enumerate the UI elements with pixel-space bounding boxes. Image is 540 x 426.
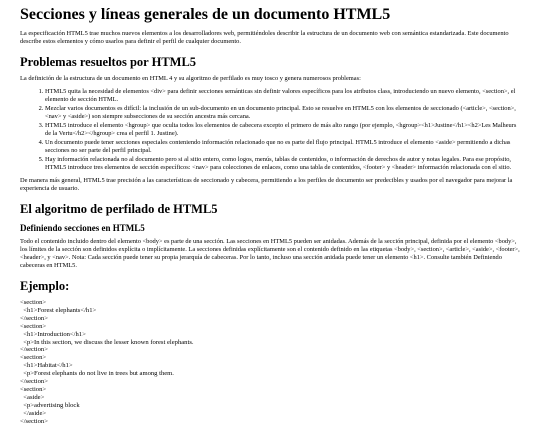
problems-lead-paragraph: La definición de la estructura de un documento en HTML 4 y su algoritmo de perfilado es muy tosco y genera numerosos problemas: (20, 75, 361, 82)
defining-sections-paragraph: Todo el contenido incluido dentro del elemento <body> es parte de una sección. Las secciones en HTML5 pueden ser anidadas. Además de la sección principal, definida por el elemento <body>, los límites de la sección son definidos explícita o implícitamente. La secciones definidas explícitamente son el contenido definido en las etiquetas <body>, <section>, <article>, <aside>, <footer>, <header>, y <nav>. Nota: Cada sección puede tener su propia jerarquía de cabeceras. Por lo tanto, incluso una sección anidada puede tener un elemento <h1>. Consulte también Definiendo cabeceras en HTML5. (20, 238, 520, 269)
subsection-heading-defining-sections: Definiendo secciones en HTML5 (20, 223, 145, 233)
section-heading-problems: Problemas resueltos por HTML5 (20, 55, 197, 69)
list-item: 3. HTML5 introduce el elemento <hgroup> que oculta todos los elementos de cabecera excepto el primero de más alto rango (por ejemplo, <hgroup><h1>Justine</h1><h2>Les Malheurs de la Vertu</h2></hgroup> crea el perfil 1. Justine). (45, 122, 520, 138)
section-heading-example: Ejemplo: (20, 279, 70, 293)
intro-paragraph: La especificación HTML5 trae muchos nuevos elementos a los desarrolladores web, permitiéndoles describir la estructura de un documento web con semántica estandarizada. Este documento describe estos elementos y cómo usarlos para definir el perfil de cualquier documento. (20, 30, 509, 45)
list-item: 2. Mezclar varios documentos es difícil: la inclusión de un sub-documento en un documento principal. Esto se resuelve en HTML5 con los elementos de seccionado (<article>, <section>, <nav> y <aside>) son siempre subsecciones de su sección ancestra más cercana. (45, 105, 520, 121)
list-item: 1. HTML5 quita la necesidad de elementos <div> para definir secciones semánticas sin definir valores específicos para los atributos class, introduciendo un nuevo elemento, <section>, el elemento de sección HTML. (45, 88, 520, 104)
problems-list (20, 88, 520, 172)
page-title: Secciones y líneas generales de un documento HTML5 (20, 6, 391, 23)
list-item: 4. Un documento puede tener secciones especiales conteniendo información relacionado que no es parte del flujo principal. HTML5 introduce el elemento <aside> permitiendo a dichas secciones no ser parte del perfil principal. (45, 139, 520, 155)
section-heading-algorithm: El algoritmo de perfilado de HTML5 (20, 202, 218, 216)
list-item: 5. Hay información relacionada no al documento pero si al sitio entero, como logos, menús, tablas de contenidos, o información de derechos de autor y notas legales. Para ese propósito, HTML5 introduce tres elementos de sección específicos: <nav> para colecciones de enlaces, como una tabla de contenidos, <footer> y <header> información relacionada con el sitio. (45, 156, 520, 172)
example-code-block: <section> <h1>Forest elephants</h1> </section> <section> <h1>Introduction</h1> <p>In this section, we discuss the lesser known forest elephants. </section> <section> <h1>Habitat</h1> <p>Forest elephants do not live in trees but among them. </section> <section> <aside> <p>advertising block </aside> </section> (20, 299, 194, 425)
problems-closing-paragraph: De manera más general, HTML5 trae precisión a las características de seccionado y cabecera, permitiendo a los perfiles de documento ser predecibles y usados por el navegador para mejorar la experiencia de usuario. (20, 177, 513, 192)
